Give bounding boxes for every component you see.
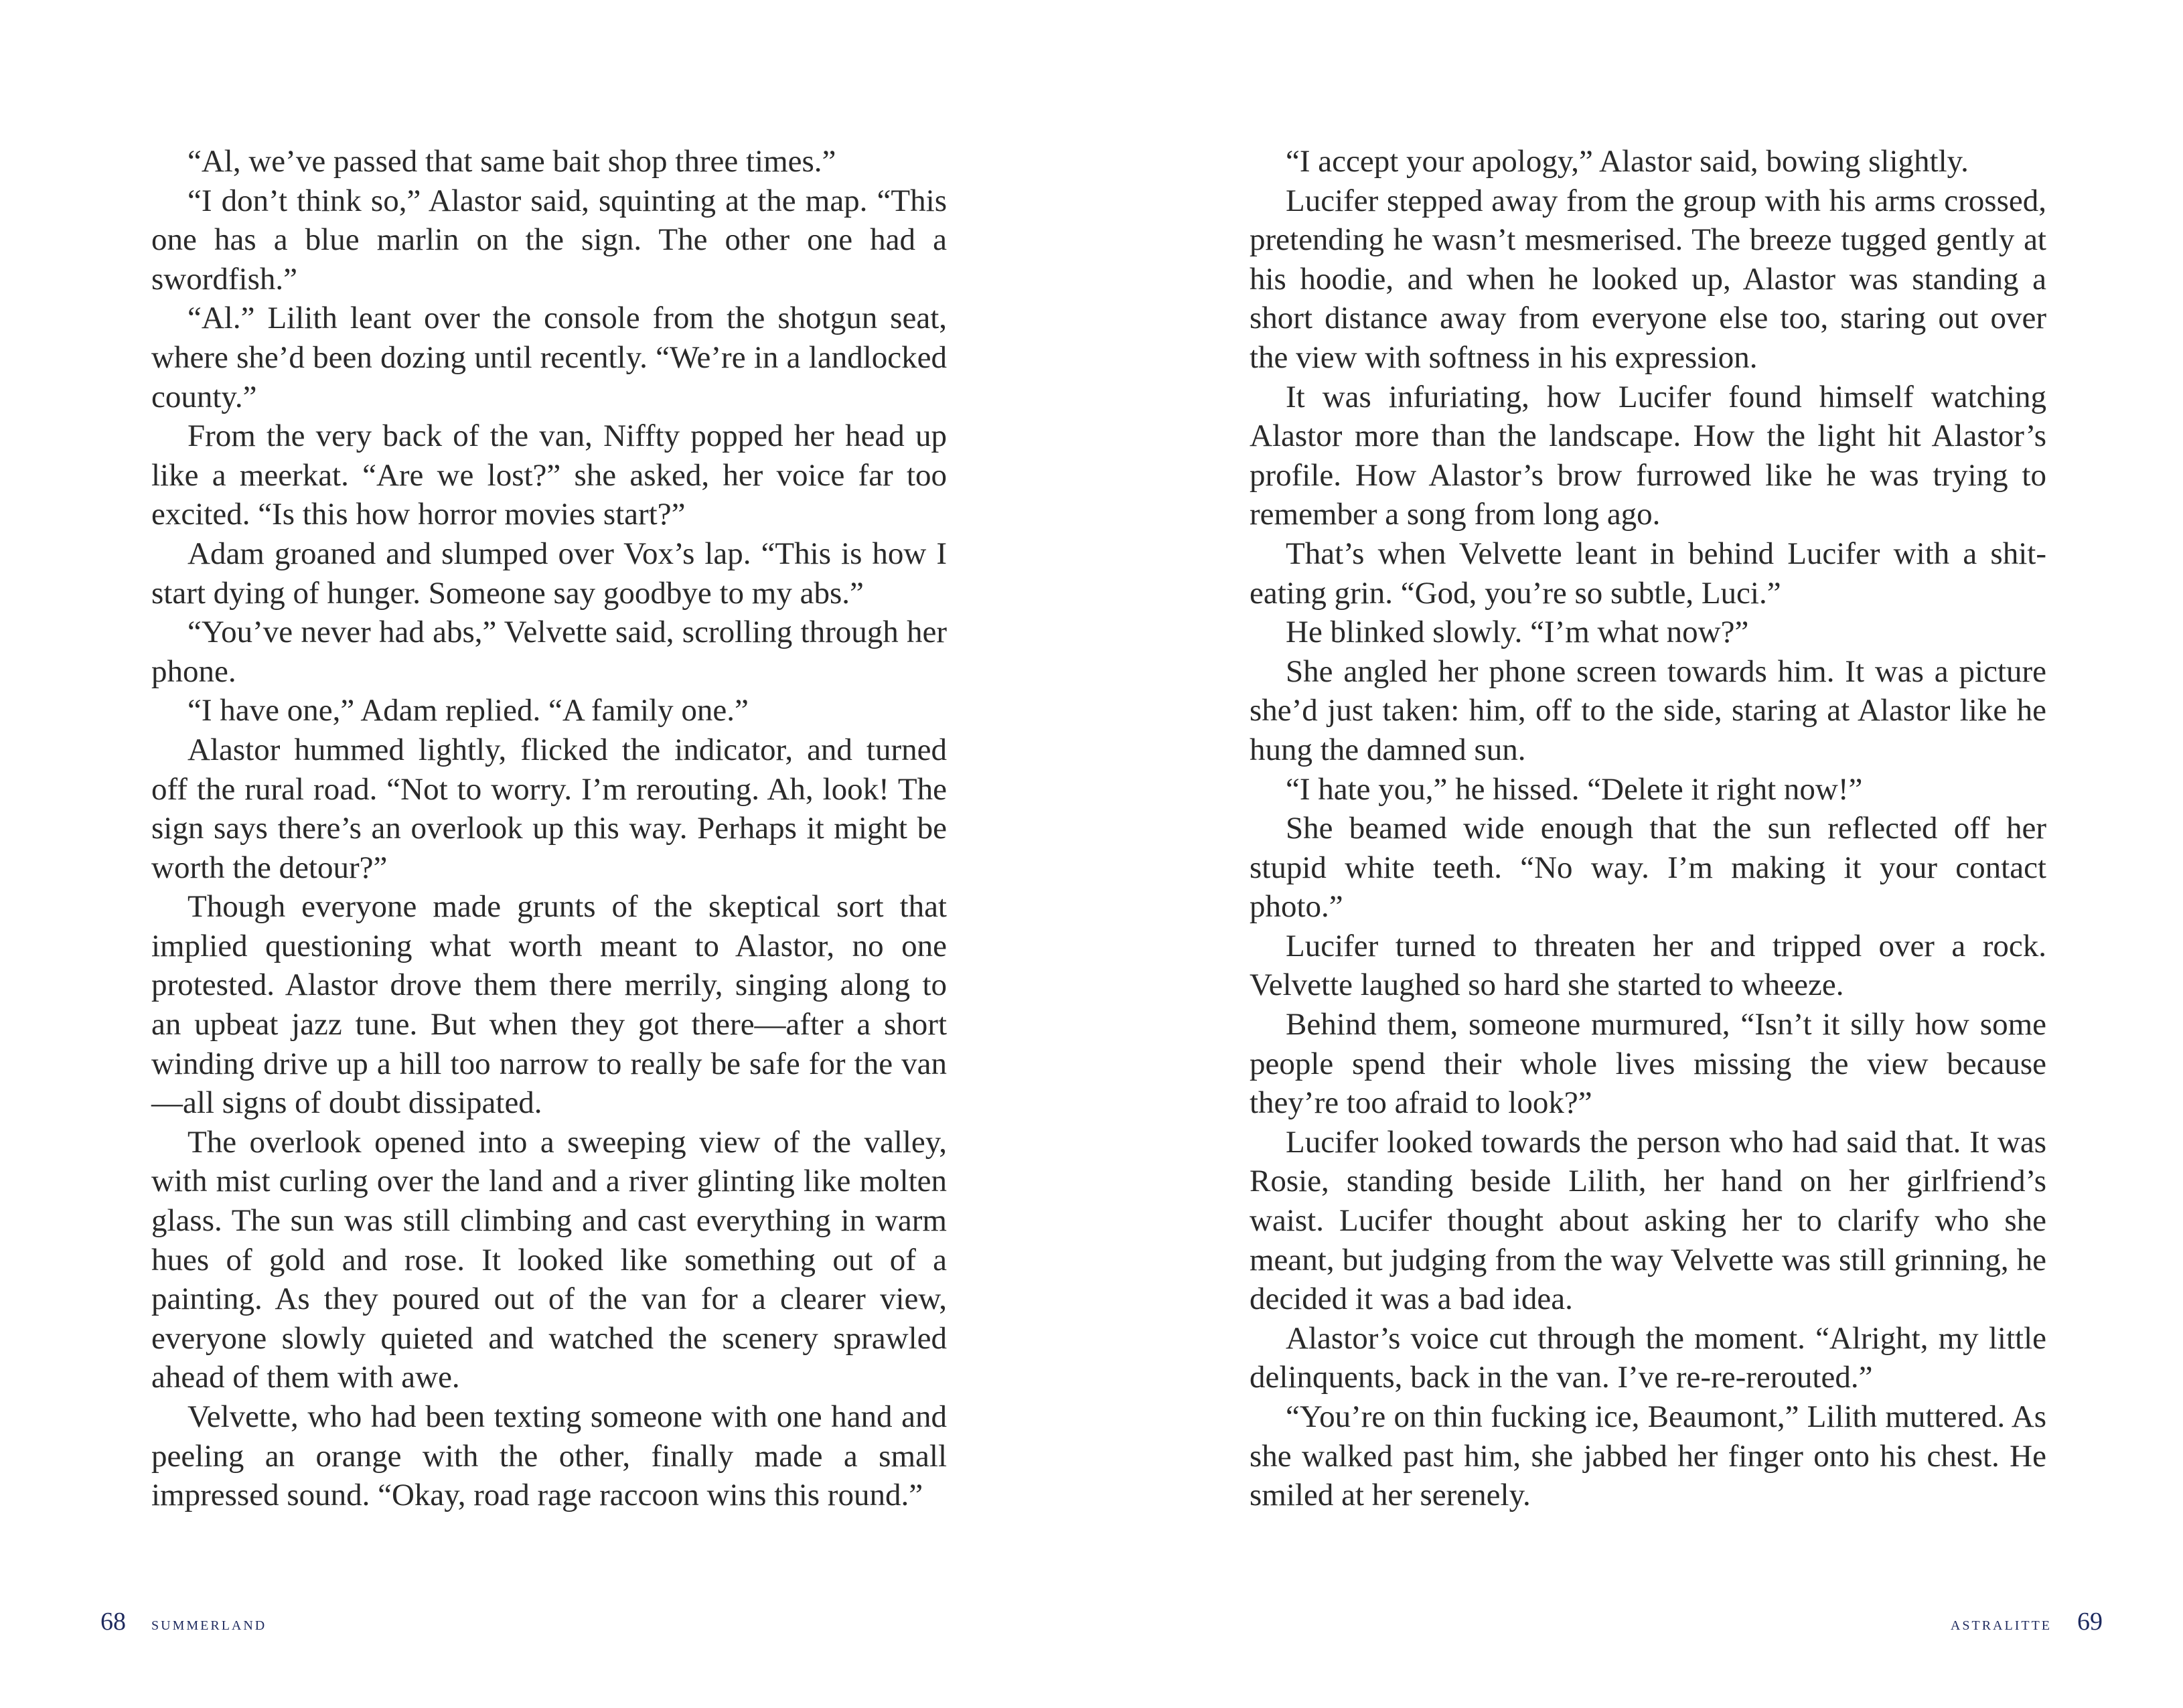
paragraph: It was infuriating, how Lucifer found himself watching Alastor more than the landscape. How the light hit Alastor’s profile. How Alastor’s brow furrowed like he was trying to remember a song from long ago. xyxy=(1250,379,2046,532)
paragraph: Alastor’s voice cut through the moment. “Alright, my little delinquents, back in the van. I’ve re-re-rerouted.” xyxy=(1250,1320,2046,1395)
paragraph: She angled her phone screen towards him. It was a picture she’d just taken: him, off to the side, staring at Alastor like he hung the damned sun. xyxy=(1250,653,2046,767)
page-number: 68 xyxy=(100,1608,126,1636)
paragraph: Adam groaned and slumped over Vox’s lap. “This is how I start dying of hunger. Someone say goodbye to my abs.” xyxy=(151,536,947,611)
paragraph: Velvette, who had been texting someone with one hand and peeling an orange with the other, finally made a small impressed sound. “Okay, road rage raccoon wins this round.” xyxy=(151,1399,947,1513)
left-page-body xyxy=(151,142,947,1515)
paragraph: “I don’t think so,” Alastor said, squinting at the map. “This one has a blue marlin on the sign. The other one had a swordfish.” xyxy=(151,183,947,297)
paragraph: He blinked slowly. “I’m what now?” xyxy=(1286,615,1749,650)
paragraph: Behind them, someone murmured, “Isn’t it silly how some people spend their whole lives missing the view because they’re too afraid to look?” xyxy=(1250,1007,2046,1121)
paragraph: From the very back of the van, Niffty popped her head up like a meerkat. “Are we lost?” she asked, her voice far too excited. “Is this how horror movies start?” xyxy=(151,418,947,532)
paragraph: She beamed wide enough that the sun reflected off her stupid white teeth. “No way. I’m making it your contact photo.” xyxy=(1250,811,2046,925)
paragraph: “You’ve never had abs,” Velvette said, scrolling through her phone. xyxy=(151,615,947,689)
paragraph: Alastor hummed lightly, flicked the indicator, and turned off the rural road. “Not to worry. I’m rerouting. Ah, look! The sign says there’s an overlook up this way. Perhaps it might be worth the detour?” xyxy=(151,732,947,885)
paragraph: “I have one,” Adam replied. “A family one.” xyxy=(187,693,749,728)
paragraph: Lucifer looked towards the person who had said that. It was Rosie, standing beside Lilith, her hand on her girlfriend’s waist. Lucifer thought about asking her to clarify who she meant, but judging from the way Velvette was still grinning, he decided it was a bad idea. xyxy=(1250,1124,2046,1317)
paragraph: Lucifer turned to threaten her and tripped over a rock. Velvette laughed so hard she started to wheeze. xyxy=(1250,928,2046,1003)
running-head: astralitte xyxy=(1950,1613,2052,1634)
right-page xyxy=(1092,0,2183,1708)
left-page-footer xyxy=(100,1607,267,1636)
paragraph: “Al.” Lilith leant over the console from the shotgun seat, where she’d been dozing until recently. “We’re in a landlocked county.” xyxy=(151,301,947,414)
paragraph: “I hate you,” he hissed. “Delete it right now!” xyxy=(1286,771,1863,807)
right-page-footer xyxy=(1951,1607,2103,1636)
paragraph: “Al, we’ve passed that same bait shop three times.” xyxy=(187,144,836,179)
paragraph: Though everyone made grunts of the skeptical sort that implied questioning what worth meant to Alastor, no one protested. Alastor drove them there merrily, singing along to an upbeat jazz tune. But when they got there—after a short winding drive up a hill too narrow to really be safe for the van—all signs of doubt dissipated. xyxy=(151,889,947,1121)
paragraph: The overlook opened into a sweeping view of the valley, with mist curling over the land and a river glinting like molten glass. The sun was still climbing and cast everything in warm hues of gold and rose. It looked like something out of a painting. As they poured out of the van for a clearer view, everyone slowly quieted and watched the scenery sprawled ahead of them with awe. xyxy=(151,1124,947,1395)
paragraph: Lucifer stepped away from the group with his arms crossed, pretending he wasn’t mesmerised. The breeze tugged gently at his hoodie, and when he looked up, Alastor was standing a short distance away from everyone else too, staring out over the view with softness in his expression. xyxy=(1250,183,2046,375)
paragraph: “I accept your apology,” Alastor said, bowing slightly. xyxy=(1286,144,1969,179)
running-head: summerland xyxy=(151,1613,267,1634)
right-page-body xyxy=(1250,142,2046,1515)
paragraph: “You’re on thin fucking ice, Beaumont,” Lilith muttered. As she walked past him, she jabbed her finger onto his chest. He smiled at her serenely. xyxy=(1250,1399,2046,1513)
paragraph: That’s when Velvette leant in behind Lucifer with a shit-eating grin. “God, you’re so subtle, Luci.” xyxy=(1250,536,2046,611)
page-number: 69 xyxy=(2077,1608,2103,1636)
